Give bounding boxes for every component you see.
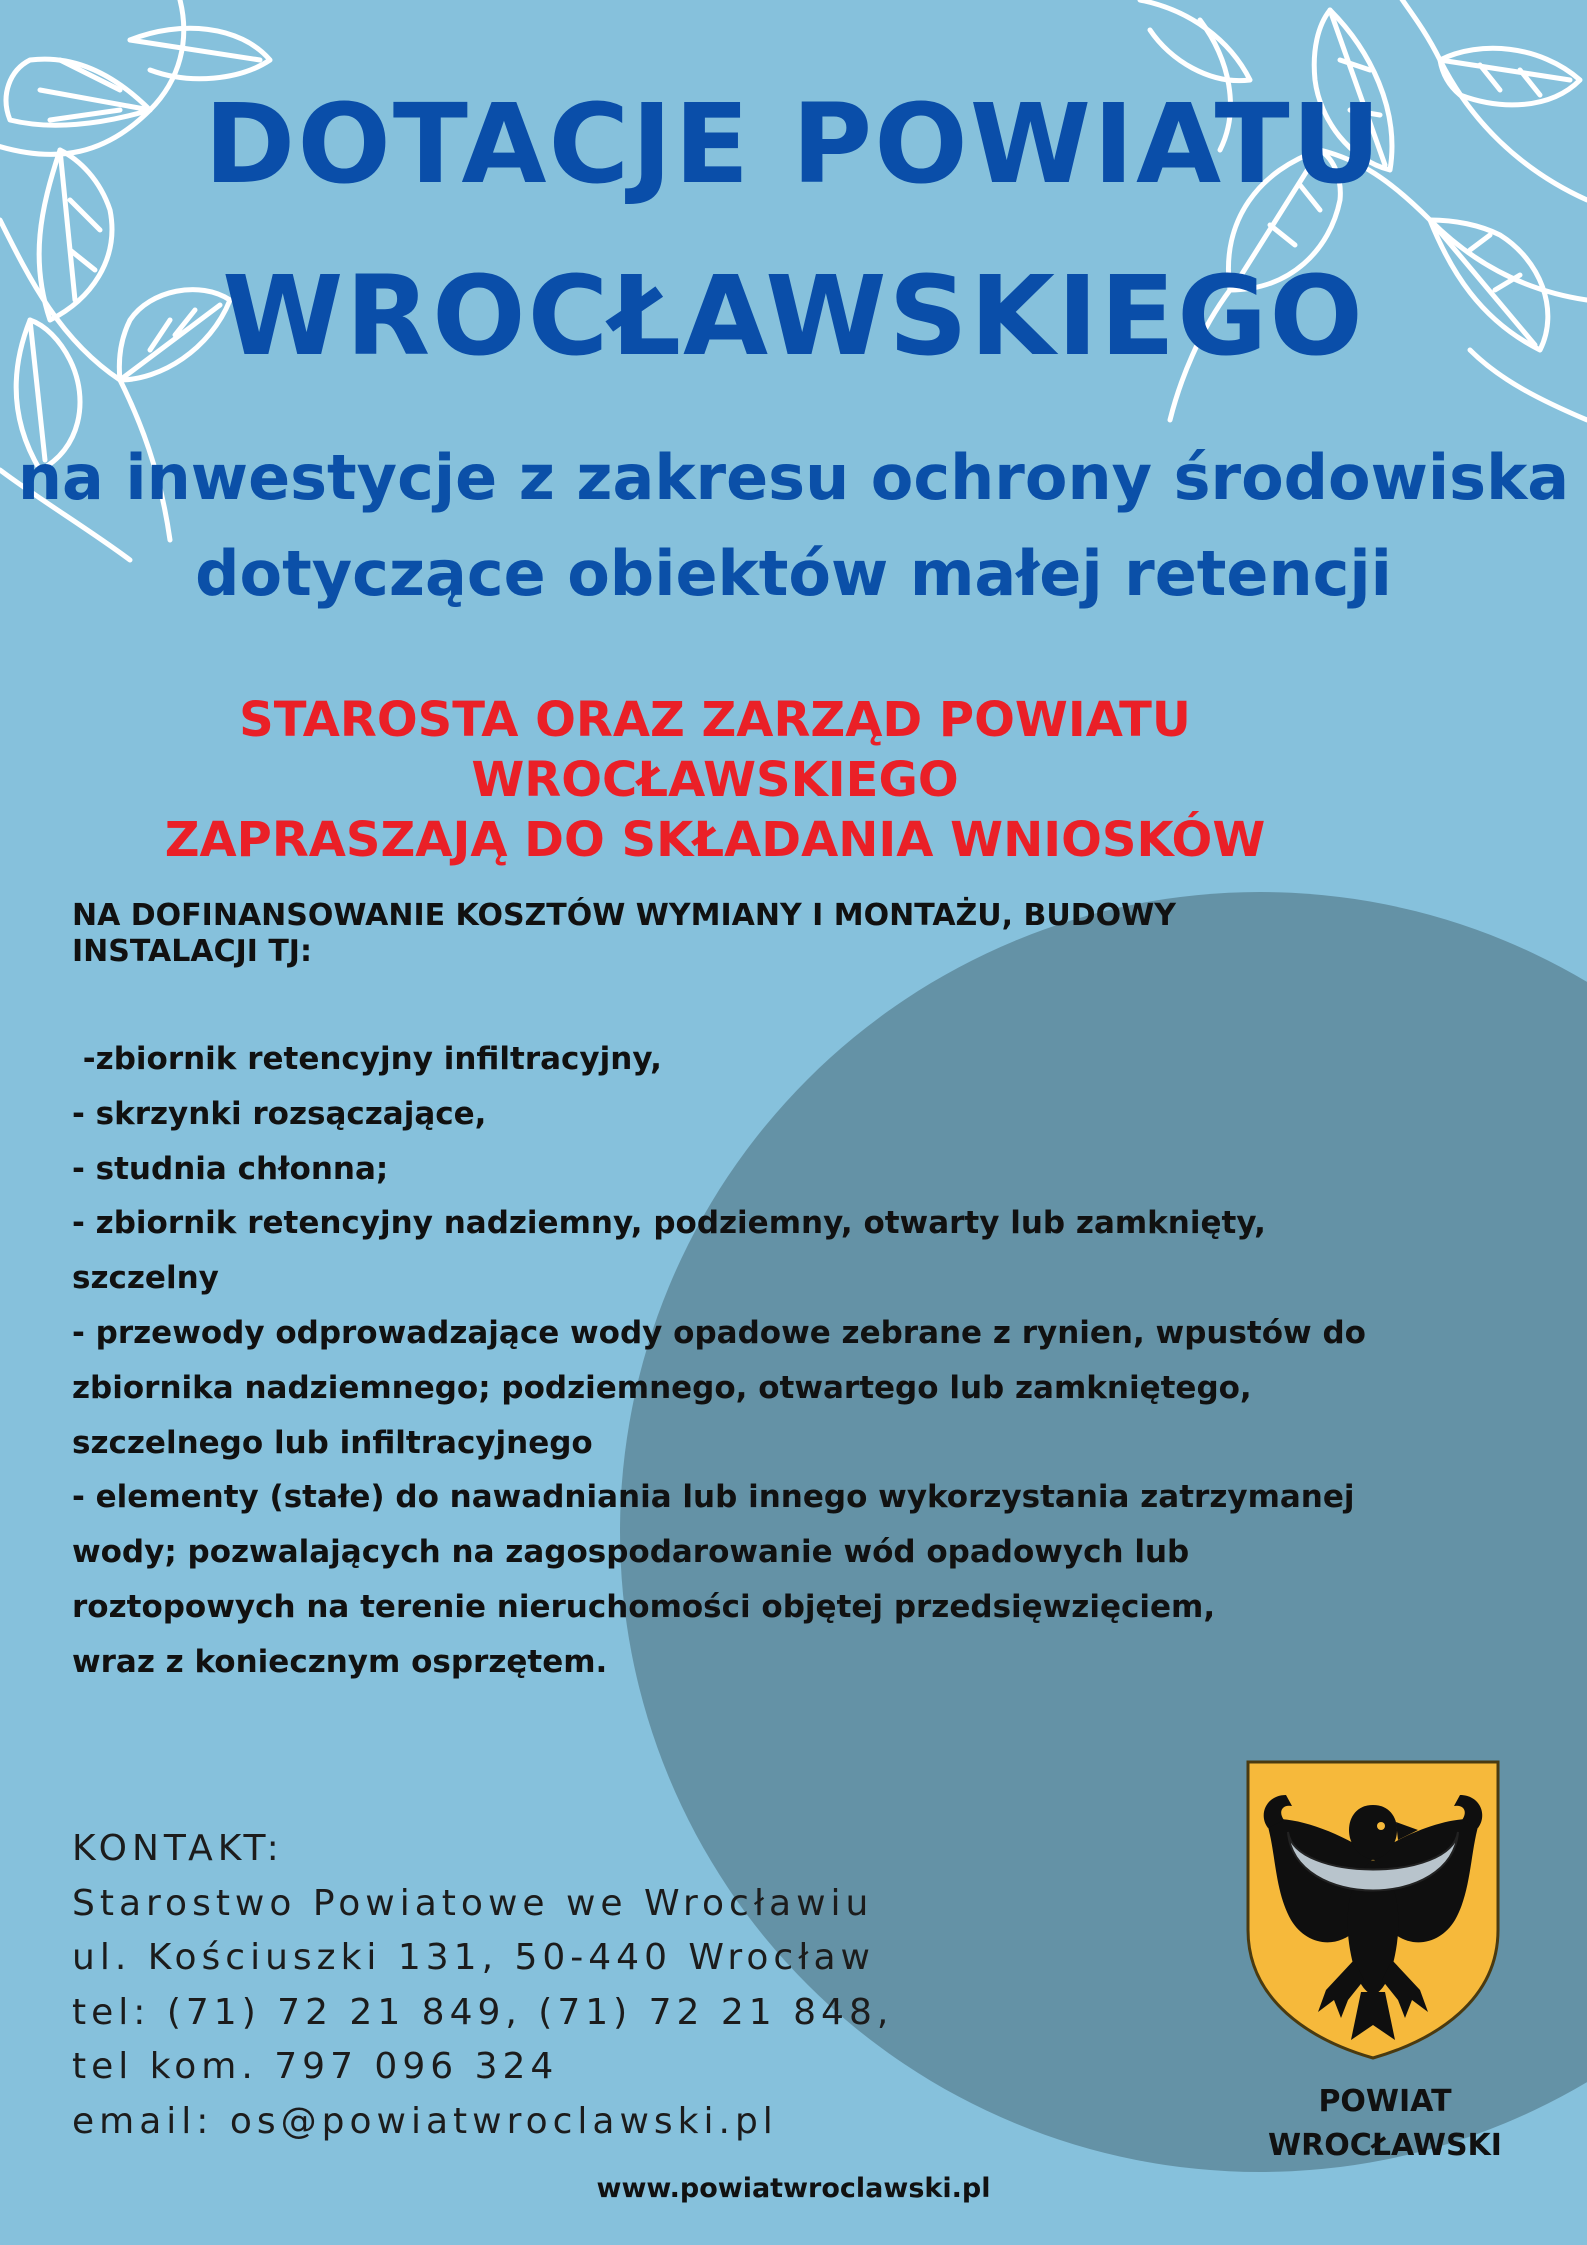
list-item: -zbiornik retencyjny infiltracyjny,: [72, 1041, 662, 1077]
subtitle-line: dotyczące obiektów małej retencji: [195, 537, 1392, 610]
page-title: [0, 58, 1587, 402]
list-item: wraz z koniecznym osprzętem.: [72, 1643, 608, 1680]
list-item: - studnia chłonna;: [72, 1150, 389, 1187]
subtitle: [0, 430, 1587, 622]
list-item: zbiornika nadziemnego; podziemnego, otwartego lub zamkniętego,: [72, 1369, 1252, 1406]
website-link[interactable]: www.powiatwroclawski.pl: [596, 2173, 991, 2204]
contact-email[interactable]: email: os@powiatwroclawski.pl: [72, 2100, 778, 2142]
list-item: - zbiornik retencyjny nadziemny, podziemny, otwarty lub zamknięty,: [72, 1205, 1266, 1242]
title-line: WROCŁAWSKIEGO: [222, 252, 1365, 380]
crest-caption-line: POWIAT: [1318, 2084, 1452, 2119]
invitation-line: ZAPRASZAJĄ DO SKŁADANIA WNIOSKÓW: [164, 812, 1266, 868]
contact-mobile: tel kom. 797 096 324: [72, 2046, 559, 2087]
list-item: szczelnego lub infiltracyjnego: [72, 1424, 593, 1461]
eagle-coat-of-arms-icon: [1246, 1760, 1500, 2060]
eligible-intro: [72, 898, 1272, 970]
intro-line: INSTALACJI TJ:: [72, 934, 312, 969]
list-item: - przewody odprowadzające wody opadowe zebrane z rynien, wpustów do: [72, 1314, 1366, 1351]
contact-block: [72, 1822, 1072, 2149]
intro-line: NA DOFINANSOWANIE KOSZTÓW WYMIANY I MONTAŻU, BUDOWY: [72, 898, 1176, 933]
crest-caption: [1230, 2080, 1540, 2168]
invitation-line: STAROSTA ORAZ ZARZĄD POWIATU WROCŁAWSKIEGO: [239, 692, 1191, 808]
contact-office: Starostwo Powiatowe we Wrocławiu: [72, 1882, 874, 1924]
invitation-heading: [40, 690, 1390, 870]
contact-address: ul. Kościuszki 131, 50-440 Wrocław: [72, 1937, 875, 1978]
list-item: - skrzynki rozsączające,: [72, 1095, 487, 1132]
contact-phone: tel: (71) 72 21 849, (71) 72 21 848,: [72, 1991, 894, 2033]
title-line: DOTACJE POWIATU: [204, 80, 1383, 208]
eligible-items-list: [72, 1032, 1372, 1690]
crest-caption-line: WROCŁAWSKI: [1268, 2128, 1502, 2163]
list-item: - elementy (stałe) do nawadniania lub innego wykorzystania zatrzymanej: [72, 1479, 1355, 1516]
list-item: wody; pozwalających na zagospodarowanie wód opadowych lub: [72, 1534, 1190, 1571]
subtitle-line: na inwestycje z zakresu ochrony środowiska: [17, 441, 1570, 514]
list-item: roztopowych na terenie nieruchomości objętej przedsięwzięciem,: [72, 1588, 1216, 1625]
list-item: szczelny: [72, 1260, 219, 1297]
contact-heading: KONTAKT:: [72, 1828, 284, 1869]
